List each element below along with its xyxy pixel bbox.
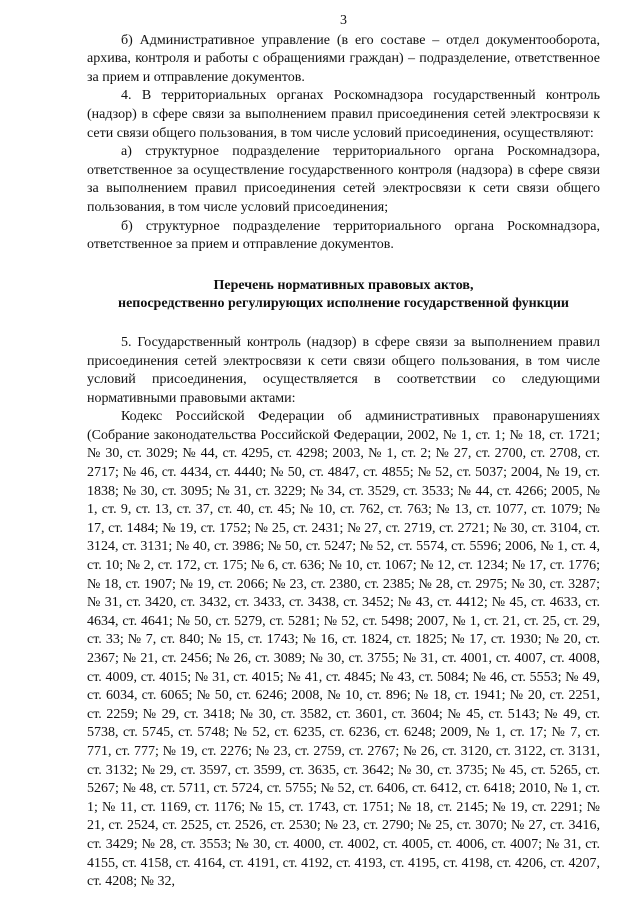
paragraph-koap-citation: Кодекс Российской Федерации об административных правонарушениях (Собрание законодательства Российской Федерации, 2002, № 1, ст. 1; № 18, ст. 1721; № 30, ст. 3029; № 44, ст. 4295, ст. 4298; 2003, № 1, ст. 2; № 27, ст. 2700, ст. 2708, ст. 2717; № 46, ст. 4434, ст. 4440; № 50, ст. 4847, ст. 4855; № 52, ст. 5037; 2004, № 19, ст. 1838; № 30, ст. 3095; № 31, ст. 3229; № 34, ст. 3529, ст. 3533; № 44, ст. 4266; 2005, № 1, ст. 9, ст. 13, ст. 37, ст. 40, ст. 45; № 10, ст. 762, ст. 763; № 13, ст. 1077, ст. 1079; № 17, ст. 1484; № 19, ст. 1752; № 25, ст. 2431; № 27, ст. 2719, ст. 2721; № 30, ст. 3104, ст. 3124, ст. 3131; № 40, ст. 3986; № 50, ст. 5247; № 52, ст. 5574, ст. 5596; 2006, № 1, ст. 4, ст. 10; № 2, ст. 172, ст. 175; № 6, ст. 636; № 10, ст. 1067; № 12, ст. 1234; № 17, ст. 1776; № 18, ст. 1907; № 19, ст. 2066; № 23, ст. 2380, ст. 2385; № 28, ст. 2975; № 30, ст. 3287; № 31, ст. 3420, ст. 3432, ст. 3433, ст. 3438, ст. 3452; № 43, ст. 4412; № 45, ст. 4633, ст. 4634, ст. 4641; № 50, ст. 5279, ст. 5281; № 52, ст. 5498; 2007, № 1, ст. 21, ст. 25, ст. 29, ст. 33; № 7, ст. 840; № 15, ст. 1743; № 16, ст. 1824, ст. 1825; № 17, ст. 1930; № 20, ст. 2367; № 21, ст. 2456; № 26, ст. 3089; № 30, ст. 3755; № 31, ст. 4001, ст. 4007, ст. 4008, ст. 4009, ст. 4015; № 31, ст. 4015; № 41, ст. 4845; № 43, ст. 5084; № 46, ст. 5553; № 49, ст. 6034, ст. 6065; № 50, ст. 6246; 2008, № 10, ст. 896; № 18, ст. 1941; № 20, ст. 2251, ст. 2259; № 29, ст. 3418; № 30, ст. 3582, ст. 3601, ст. 3604; № 45, ст. 5143; № 49, ст. 5738, ст. 5745, ст. 5748; № 52, ст. 6235, ст. 6236, ст. 6248; 2009, № 1, ст. 17; № 7, ст. 771, ст. 777; № 19, ст. 2276; № 23, ст. 2759, ст. 2767; № 26, ст. 3120, ст. 3122, ст. 3131, ст. 3132; № 29, ст. 3597, ст. 3599, ст. 3635, ст. 3642; № 30, ст. 3735; № 45, ст. 5265, ст. 5267; № 48, ст. 5711, ст. 5724, ст. 5755; № 52, ст. 6406, ст. 6412, ст. 6418; 2010, № 1, ст. 1; № 11, ст. 1169, ст. 1176; № 15, ст. 1743, ст. 1751; № 18, ст. 2145; № 19, ст. 2291; № 21, ст. 2524, ст. 2525, ст. 2526, ст. 2530; № 23, ст. 2790; № 25, ст. 3070; № 27, ст. 3416, ст. 3429; № 28, ст. 3553; № 30, ст. 4000, ст. 4002, ст. 4005, ст. 4006, ст. 4007; № 31, ст. 4155, ст. 4158, ст. 4164, ст. 4191, ст. 4192, ст. 4193, ст. 4195, ст. 4198, ст. 4206, ст. 4207, ст. 4208; № 32,: [87, 409, 600, 890]
paragraph-item-4a: а) структурное подразделение территориального органа Роскомнадзора, ответственное за осуществление государственного контроля (надзора) в сфере связи за выполнением правил присоединения сетей электросвязи к сети связи общего пользования, в том числе условий присоединения;: [87, 144, 600, 215]
section-heading-line-1: Перечень нормативных правовых актов,: [213, 277, 474, 293]
section-heading-line-2: непосредственно регулирующих исполнение государственной функции: [118, 296, 569, 312]
page-number: 3: [340, 13, 347, 28]
paragraph-item-5: 5. Государственный контроль (надзор) в сфере связи за выполнением правил присоединения сетей электросвязи к сети связи общего пользования, в том числе условий присоединения, осуществляется в соответствии со следующими нормативными правовыми актами:: [87, 334, 600, 406]
section-heading: [87, 277, 600, 314]
paragraph-item-4: 4. В территориальных органах Роскомнадзора государственный контроль (надзор) в сфере связи за выполнением правил присоединения сетей электросвязи к сети связи общего пользования, в том числе условий присоединения, осуществляют:: [87, 88, 600, 141]
document-page: [87, 12, 600, 892]
paragraph-admin-department: б) Административное управление (в его составе – отдел документооборота, архива, контроля и работы с обращениями граждан) – подразделение, ответственное за прием и отправление документов.: [87, 32, 600, 85]
paragraph-item-4b: б) структурное подразделение территориального органа Роскомнадзора, ответственное за прием и отправление документов.: [87, 218, 600, 253]
